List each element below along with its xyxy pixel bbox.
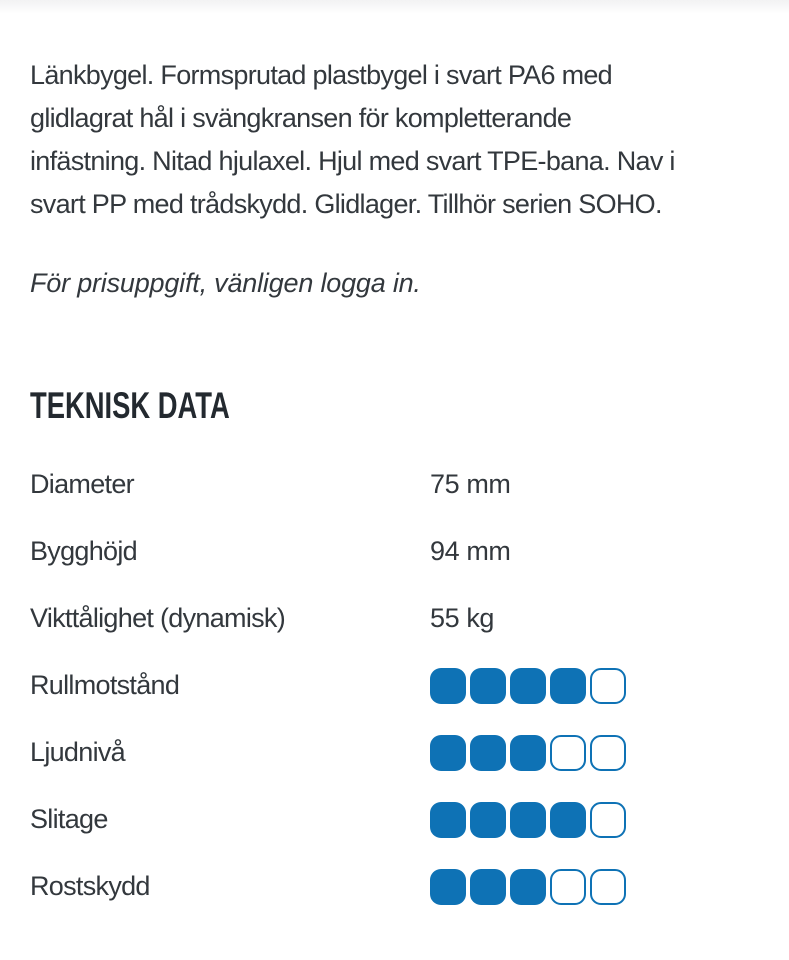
- header-shadow: [0, 0, 789, 14]
- rating-indicator: [430, 802, 626, 838]
- rating-square-filled: [430, 668, 466, 704]
- spec-row: [30, 786, 759, 853]
- description-line: glidlagrat hål i svängkransen för kompletterande: [30, 103, 572, 133]
- spec-row: [30, 853, 759, 920]
- rating-square-empty: [590, 802, 626, 838]
- rating-square-filled: [470, 668, 506, 704]
- rating-square-filled: [430, 735, 466, 771]
- spec-value: [430, 735, 626, 771]
- spec-value: 94 mm: [430, 536, 511, 566]
- rating-square-filled: [430, 869, 466, 905]
- spec-label: Bygghöjd: [30, 536, 137, 566]
- rating-square-filled: [510, 668, 546, 704]
- rating-square-filled: [510, 802, 546, 838]
- spec-value: [430, 869, 626, 905]
- spec-label: Slitage: [30, 804, 108, 834]
- spec-row: [30, 585, 759, 652]
- rating-square-filled: [470, 802, 506, 838]
- rating-square-empty: [590, 668, 626, 704]
- spec-value: [430, 668, 626, 704]
- spec-label: Diameter: [30, 469, 134, 499]
- spec-label: Rostskydd: [30, 871, 150, 901]
- spec-row: [30, 719, 759, 786]
- product-info-section: [0, 54, 789, 920]
- rating-square-empty: [550, 869, 586, 905]
- price-login-note: För prisuppgift, vänligen logga in.: [30, 268, 421, 298]
- spec-row: [30, 451, 759, 518]
- description-line: svart PP med trådskydd. Glidlager. Tillhör serien SOHO.: [30, 189, 662, 219]
- rating-square-filled: [550, 668, 586, 704]
- rating-square-filled: [510, 735, 546, 771]
- spec-value: [430, 802, 626, 838]
- rating-square-filled: [470, 735, 506, 771]
- spec-label: Vikttålighet (dynamisk): [30, 603, 286, 633]
- rating-indicator: [430, 735, 626, 771]
- description-line: infästning. Nitad hjulaxel. Hjul med svart TPE-bana. Nav i: [30, 146, 675, 176]
- rating-square-filled: [430, 802, 466, 838]
- spec-label: Ljudnivå: [30, 737, 125, 767]
- description-line: Länkbygel. Formsprutad plastbygel i svart PA6 med: [30, 60, 612, 90]
- spec-label: Rullmotstånd: [30, 670, 180, 700]
- rating-square-empty: [590, 869, 626, 905]
- rating-indicator: [430, 869, 626, 905]
- rating-square-filled: [510, 869, 546, 905]
- spec-value: 55 kg: [430, 603, 495, 633]
- spec-row: [30, 518, 759, 585]
- spec-row: [30, 652, 759, 719]
- rating-square-empty: [550, 735, 586, 771]
- section-title-teknisk-data: TEKNISK DATA: [30, 385, 230, 426]
- rating-square-filled: [470, 869, 506, 905]
- rating-indicator: [430, 668, 626, 704]
- product-description: [30, 54, 759, 226]
- technical-data-table: [30, 451, 759, 920]
- rating-square-filled: [550, 802, 586, 838]
- spec-value: 75 mm: [430, 469, 511, 499]
- rating-square-empty: [590, 735, 626, 771]
